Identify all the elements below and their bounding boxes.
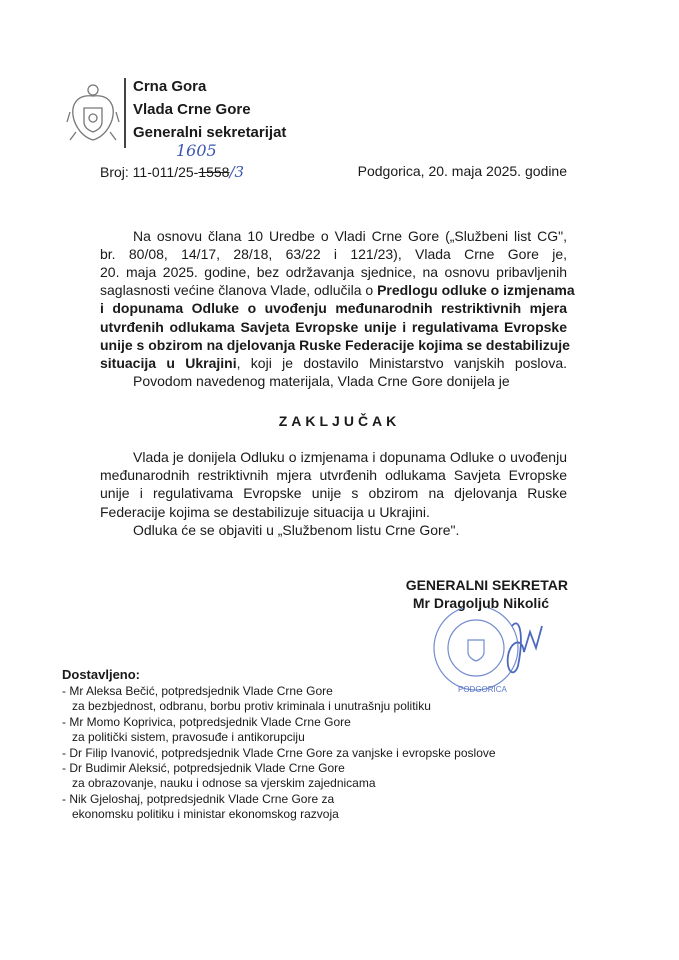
- distribution-item: za politički sistem, pravosuđe i antikorupciju: [72, 730, 305, 745]
- text: 20. maja 2025. godine, bez održavanja sjednice, na osnovu pribavljenih: [100, 264, 567, 281]
- country-name: Crna Gora: [133, 78, 207, 95]
- text: unije i regulativama Evropske unije s obzirom na djelovanja Ruske: [100, 485, 567, 502]
- text: saglasnosti većine članova Vlade, odlučila o: [100, 282, 378, 299]
- signatory-name: Mr Dragoljub Nikolić: [412, 595, 549, 611]
- reference-number: [100, 163, 244, 181]
- text: Na osnovu člana 10 Uredbe o Vladi Crne Gore („Službeni list CG",: [133, 228, 567, 244]
- distribution-item: za obrazovanje, nauku i odnose sa vjerskim zajednicama: [72, 776, 376, 791]
- distribution-item: za bezbjednost, odbranu, borbu protiv kriminala i unutrašnju politiku: [72, 699, 431, 714]
- handwritten-number: 1605: [176, 141, 217, 160]
- text: Vlada je donijela Odluku o izmjenama i dopunama Odluke o uvođenju: [133, 449, 567, 465]
- bold-text: i dopunama Odluke o uvođenju međunarodnih restriktivnih mjera: [100, 300, 567, 317]
- coat-of-arms-icon: [66, 82, 120, 144]
- paragraph-line: [133, 449, 567, 466]
- header-divider: [124, 78, 126, 148]
- bold-text: utvrđenih odlukama Savjeta Evropske unije i regulativama Evropske: [100, 318, 567, 335]
- paragraph-line: [133, 228, 567, 245]
- signatory-title: GENERALNI SEKRETAR: [405, 577, 568, 593]
- distribution-item: - Mr Aleksa Bečić, potpredsjednik Vlade Crne Gore: [62, 684, 333, 698]
- paragraph-line: [100, 336, 570, 354]
- place-date: Podgorica, 20. maja 2025. godine: [357, 163, 567, 179]
- paragraph-line: [100, 319, 567, 336]
- bold-text: situacija u Ukrajini: [100, 354, 237, 371]
- bold-text: unije s obzirom na djelovanja Ruske Federacije kojima se destabilizuje: [100, 336, 570, 353]
- paragraph-line: [133, 373, 567, 390]
- text: br. 80/08, 14/17, 28/18, 63/22 i 121/23), Vlada Crne Gore je,: [100, 246, 567, 263]
- official-stamp-and-signature: [428, 608, 568, 698]
- reference-suffix: /3: [229, 163, 245, 181]
- paragraph-line: [133, 522, 567, 539]
- paragraph-line: [100, 467, 567, 484]
- text: Federacije kojima se destabilizuje situacija u Ukrajini.: [100, 503, 430, 520]
- text: međunarodnih restriktivnih mjera utvrđenih odlukama Savjeta Evropske: [100, 467, 567, 484]
- paragraph-line: [100, 300, 567, 317]
- government-name: Vlada Crne Gore: [133, 101, 251, 118]
- document-title: ZAKLJUČAK: [278, 413, 401, 429]
- text: , koji je dostavilo Ministarstvo vanjskih poslova.: [236, 354, 567, 371]
- distribution-item: - Dr Filip Ivanović, potpredsjednik Vlade Crne Gore za vanjske i evropske poslove: [62, 745, 496, 760]
- reference-prefix: Broj: 11-011/25-: [100, 164, 199, 180]
- paragraph-line: [100, 282, 575, 299]
- bold-text: Predlogu odluke o izmjenama: [377, 282, 575, 299]
- distribution-heading: Dostavljeno:: [62, 667, 141, 682]
- text: Povodom navedenog materijala, Vlada Crne Gore donijela je: [133, 372, 510, 389]
- paragraph-line: [100, 246, 567, 263]
- distribution-item: - Dr Budimir Aleksić, potpredsjednik Vlade Crne Gore: [62, 761, 345, 775]
- svg-text:PODGORICA: PODGORICA: [458, 685, 507, 694]
- department-name: Generalni sekretarijat: [133, 124, 287, 141]
- paragraph-line: [100, 264, 567, 281]
- text: Odluka će se objaviti u „Službenom listu Crne Gore".: [133, 521, 460, 538]
- distribution-item: ekonomsku politiku i ministar ekonomskog razvoja: [72, 807, 339, 822]
- distribution-item: - Nik Gjeloshaj, potpredsjednik Vlade Crne Gore za: [62, 791, 335, 806]
- reference-struck-number: 1558: [198, 164, 230, 180]
- paragraph-line: [100, 504, 567, 521]
- distribution-item: - Mr Momo Koprivica, potpredsjednik Vlade Crne Gore: [62, 714, 351, 729]
- paragraph-line: [100, 355, 567, 372]
- paragraph-line: [100, 485, 567, 502]
